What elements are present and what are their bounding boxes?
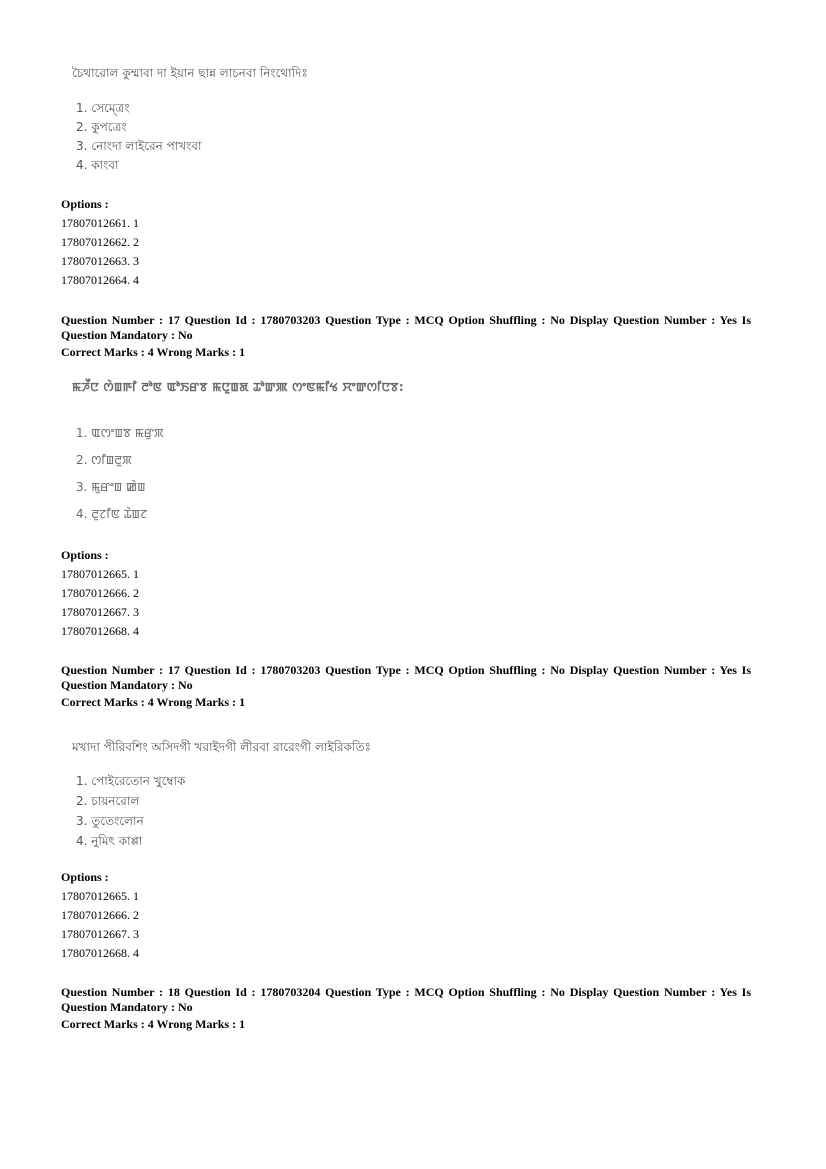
question-meta-header (61, 663, 751, 710)
question-marks-line: Correct Marks : 4 Wrong Marks : 1 (61, 345, 246, 359)
options-block (61, 868, 139, 963)
question-marks-line: Correct Marks : 4 Wrong Marks : 1 (61, 695, 246, 709)
option-item: 17807012665. 1 (61, 567, 139, 581)
question-meta-header (61, 985, 751, 1032)
option-item: 17807012668. 4 (61, 946, 139, 960)
question-item: 1. ꯑꯁꯦꯡꯕ ꯃꯔꯨꯞ (76, 426, 164, 440)
question-item: 1. সেম্ত্রেং (76, 101, 130, 115)
question-mandatory-line: Question Mandatory : No (61, 678, 193, 692)
question-meta-line: Question Number : 18 Question Id : 1780703204 Question Type : MCQ Option Shuffling : No Display Question Number : Yes Is (61, 985, 751, 999)
question-item: 2. কুপত্রেং (76, 120, 127, 134)
question-meta-line: Question Number : 17 Question Id : 1780703203 Question Type : MCQ Option Shuffling : No Display Question Number : Yes Is (61, 663, 751, 677)
question-mandatory-line: Question Mandatory : No (61, 328, 193, 342)
options-block (61, 195, 139, 290)
option-item: 17807012664. 4 (61, 273, 139, 287)
question-item: 4. নুমিৎ কাপ্পা (76, 834, 143, 848)
question-image (72, 738, 371, 852)
question-stem: মখাদা পীরিবশিং অসিদগী খরাইদগী লীরবা রারেংগী লাইরিকতিঃ (72, 740, 371, 754)
question-mandatory-line: Question Mandatory : No (61, 1000, 193, 1014)
question-item: 3. ꯃꯨꯔꯦꯡ ꯀꯥꯡ (76, 480, 146, 494)
option-item: 17807012668. 4 (61, 624, 139, 638)
option-item: 17807012666. 2 (61, 586, 139, 600)
question-stem: চৈথারোল কুম্মাবা দা ইয়ান ছান্ন লাচনবা নিংথোদিঃ (72, 66, 308, 80)
option-item: 17807012662. 2 (61, 235, 139, 249)
question-image (72, 64, 308, 175)
options-heading: Options : (61, 870, 109, 884)
question-item: 4. কাংবা (76, 158, 119, 172)
options-heading: Options : (61, 548, 109, 562)
options-block (61, 546, 139, 641)
question-item: 2. ꯁꯤꯡꯂꯨꯞ (76, 453, 132, 467)
option-item: 17807012661. 1 (61, 216, 139, 230)
option-item: 17807012665. 1 (61, 889, 139, 903)
question-item-list (72, 99, 308, 175)
question-item: 3. নোংদা লাইরেন পাখংবা (76, 139, 202, 153)
question-meta-header (61, 313, 751, 360)
option-item: 17807012666. 2 (61, 908, 139, 922)
question-stem: ꯃꯍꯩꯅ ꯁꯥꯡꯒꯤ ꯂꯣꯟ ꯑꯣꯏꯔꯕ ꯃꯅꯨꯡꯗ ꯊꯣꯛꯄ ꯁꯦꯟꯃꯤꯠ ꯆꯦꯛꯁꯤꯅꯕ: (72, 380, 404, 394)
question-item-list (72, 772, 371, 852)
options-heading: Options : (61, 197, 109, 211)
question-item: 3. তুতেংলোন (76, 814, 144, 828)
question-meta-line: Question Number : 17 Question Id : 1780703203 Question Type : MCQ Option Shuffling : No Display Question Number : Yes Is (61, 313, 751, 327)
question-image (72, 378, 404, 532)
option-item: 17807012663. 3 (61, 254, 139, 268)
option-item: 17807012667. 3 (61, 605, 139, 619)
question-item: 2. চায়নরোল (76, 794, 140, 808)
question-item: 4. ꯂꯨꯖꯤꯟ ꯊꯥꯡꯖ (76, 507, 148, 521)
question-item-list (72, 424, 404, 532)
question-item: 1. পোইরেতোন খুম্বোক (76, 774, 186, 788)
question-marks-line: Correct Marks : 4 Wrong Marks : 1 (61, 1017, 246, 1031)
option-item: 17807012667. 3 (61, 927, 139, 941)
